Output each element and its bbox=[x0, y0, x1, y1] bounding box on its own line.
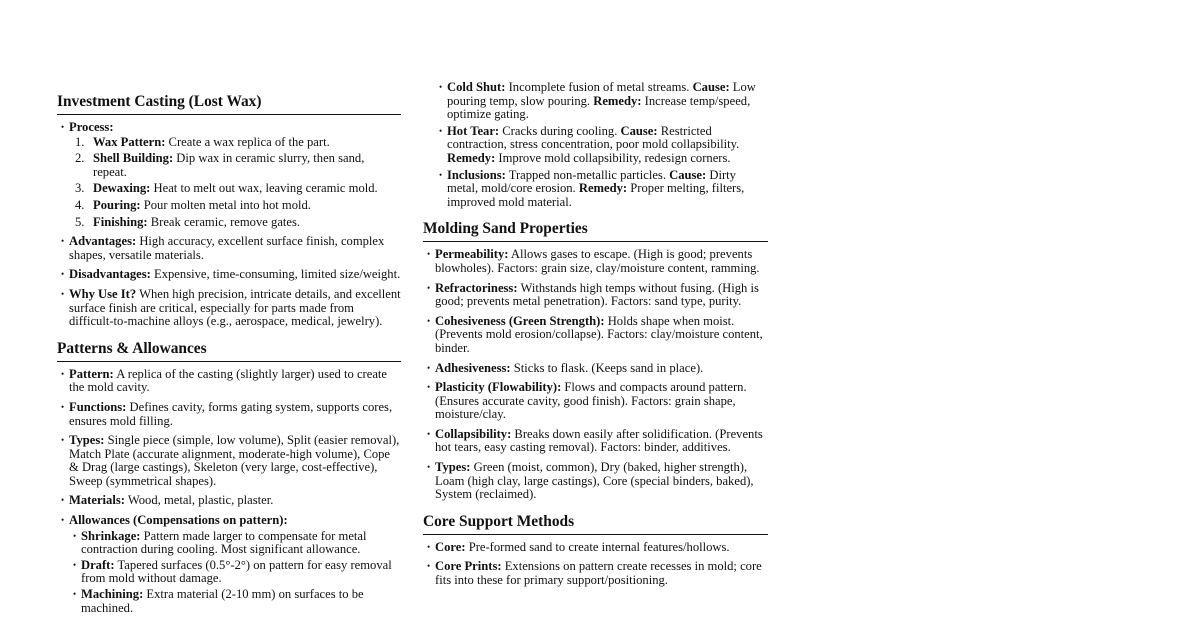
section-title-molding-sand: Molding Sand Properties bbox=[423, 220, 768, 242]
process-step: 3. Dewaxing: Heat to melt out wax, leaving ceramic mold. bbox=[75, 181, 378, 196]
process-label: Process: bbox=[69, 120, 114, 134]
allowance-item: • Draft: Tapered surfaces (0.5°-2°) on pattern for easy removal from mold without damage. bbox=[69, 559, 401, 586]
list-item: • Why Use It? When high precision, intricate details, and excellent surface finish are critical, especially for parts made from difficult-to-machine alloys (e.g., aerospace, medical, jewelry). bbox=[57, 288, 401, 329]
defect-item: • Cold Shut: Incomplete fusion of metal streams. Cause: Low pouring temp, slow pouring. Remedy: Increase temp/speed, optimize gating. bbox=[435, 81, 768, 122]
list-item: • Core Prints: Extensions on pattern create recesses in mold; core fits into these for primary support/positioning. bbox=[423, 560, 768, 587]
list-item: • Advantages: High accuracy, excellent surface finish, complex shapes, versatile materials. bbox=[57, 235, 401, 262]
list-item: • Refractoriness: Withstands high temps without fusing. (High is good; prevents metal penetration). Factors: sand type, purity. bbox=[423, 282, 768, 309]
list-item bbox=[57, 121, 401, 229]
list-item: • Plasticity (Flowability): Flows and compacts around pattern. (Ensures accurate cavity, good finish). Factors: grain shape, moisture/clay. bbox=[423, 381, 768, 422]
list-item: • Pattern: A replica of the casting (slightly larger) used to create the mold cavity. bbox=[57, 368, 401, 395]
list-item: • Types: Green (moist, common), Dry (baked, higher strength), Loam (high clay, large castings), Core (special binders, baked), System (reclaimed). bbox=[423, 461, 768, 502]
allowances-label: Allowances (Compensations on pattern): bbox=[69, 513, 288, 528]
list-item: • Adhesiveness: Sticks to flask. (Keeps sand in place). bbox=[423, 362, 768, 376]
right-column bbox=[423, 81, 768, 588]
list-item: • Permeability: Allows gases to escape. (High is good; prevents blowholes). Factors: grain size, clay/moisture content, ramming. bbox=[423, 248, 768, 275]
investment-list bbox=[57, 121, 401, 329]
left-column bbox=[57, 93, 401, 615]
defect-item: • Hot Tear: Cracks during cooling. Cause: Restricted contraction, stress concentration, poor mold collapsibility. Remedy: Improve mold collapsibility, redesign corners. bbox=[435, 125, 768, 166]
defect-item: • Inclusions: Trapped non-metallic particles. Cause: Dirty metal, mold/core erosion. Remedy: Proper melting, filters, improved mold material. bbox=[435, 169, 768, 210]
section-title-core-support: Core Support Methods bbox=[423, 513, 768, 535]
core-list bbox=[423, 541, 768, 588]
process-step: 4. Pouring: Pour molten metal into hot mold. bbox=[75, 197, 311, 212]
list-item: • Materials: Wood, metal, plastic, plaster. bbox=[57, 494, 401, 508]
patterns-list bbox=[57, 368, 401, 616]
allowance-item: • Shrinkage: Pattern made larger to compensate for metal contraction during cooling. Most significant allowance. bbox=[69, 530, 401, 557]
defects-list bbox=[435, 81, 768, 209]
section-title-patterns: Patterns & Allowances bbox=[57, 340, 401, 362]
list-item: • Cohesiveness (Green Strength): Holds shape when moist. (Prevents mold erosion/collapse). Factors: clay/moisture content, binder. bbox=[423, 315, 768, 356]
allowance-item: • Machining: Extra material (2-10 mm) on surfaces to be machined. bbox=[69, 588, 401, 615]
list-item: • Functions: Defines cavity, forms gating system, supports cores, ensures mold filling. bbox=[57, 401, 401, 428]
list-item bbox=[57, 514, 401, 615]
sand-list bbox=[423, 248, 768, 502]
list-item: • Disadvantages: Expensive, time-consuming, limited size/weight. bbox=[57, 268, 401, 282]
list-item: • Collapsibility: Breaks down easily after solidification. (Prevents hot tears, easy casting removal). Factors: binder, additives. bbox=[423, 428, 768, 455]
list-item: • Types: Single piece (simple, low volume), Split (easier removal), Match Plate (accurate alignment, moderate-high volume), Cope & Drag (large castings), Skeleton (very large, cost-effective), Sweep (symmetrical shapes). bbox=[57, 434, 401, 488]
section-title-investment-casting: Investment Casting (Lost Wax) bbox=[57, 93, 401, 115]
process-step: 5. Finishing: Break ceramic, remove gates. bbox=[75, 214, 301, 229]
process-steps bbox=[69, 136, 401, 230]
process-step: 1. Wax Pattern: Create a wax replica of the part. bbox=[75, 134, 330, 149]
allowances-list bbox=[69, 530, 401, 616]
process-step: 2. Shell Building: Dip wax in ceramic slurry, then sand, repeat. bbox=[75, 151, 365, 179]
list-item: • Core: Pre-formed sand to create internal features/hollows. bbox=[423, 541, 768, 555]
